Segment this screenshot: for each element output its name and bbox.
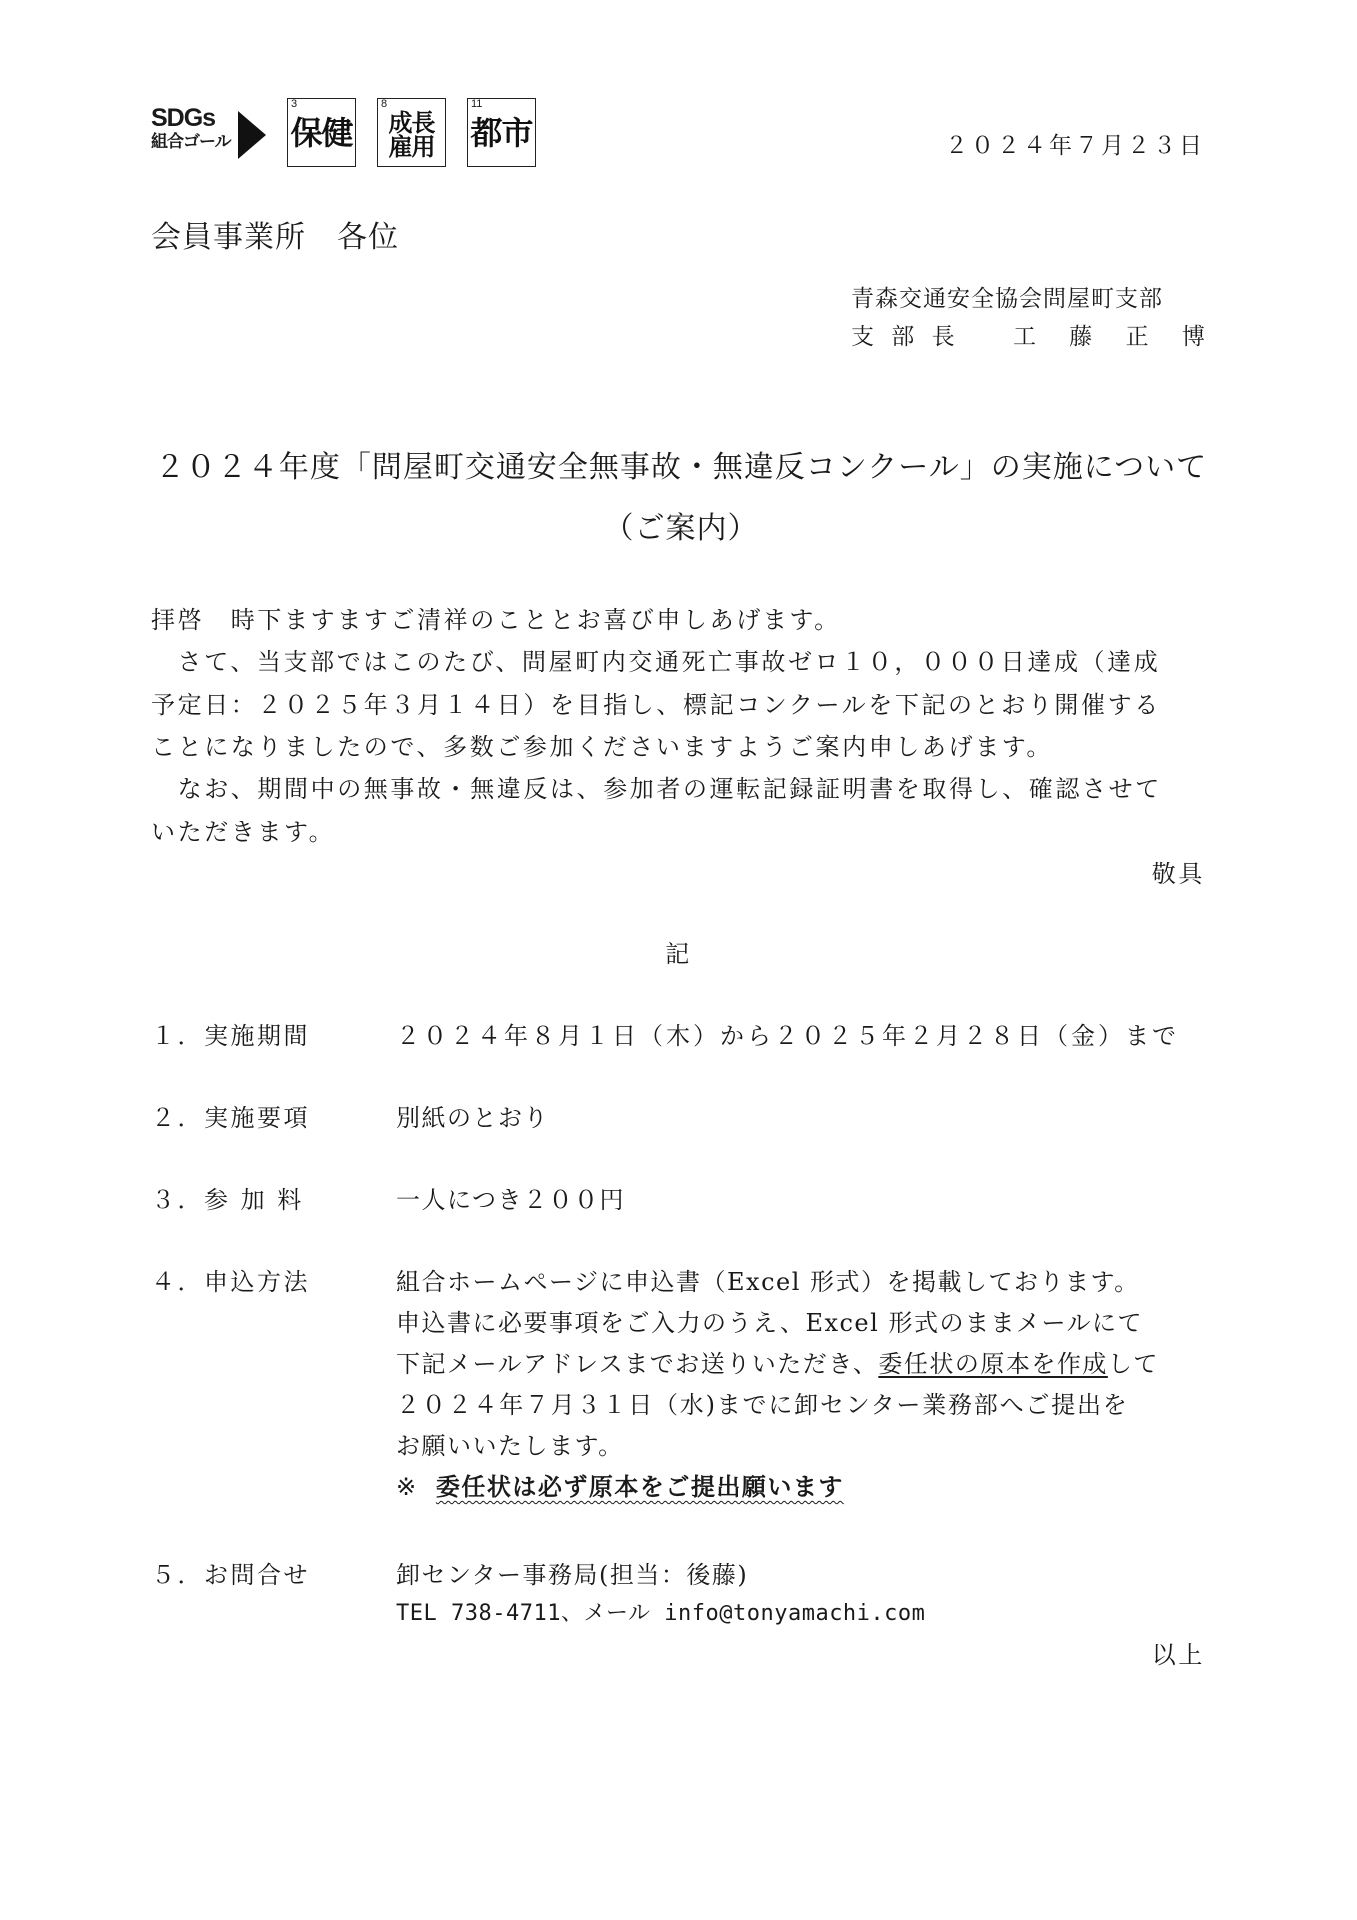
sdgs-goal-8: [377, 98, 446, 167]
sdgs-label: SDGs: [151, 104, 216, 132]
sdgs-sublabel: 組合ゴール: [151, 132, 231, 151]
contact-details: TEL 738-4711、メール info@tonyamachi.com: [396, 1601, 926, 1626]
body-line: いただきます。: [151, 818, 336, 846]
item-text-line: 組合ホームページに申込書（Excel 形式）を掲載しております。: [396, 1268, 1140, 1296]
closing-keigu: 敬具: [1151, 860, 1205, 888]
sender-organization: 青森交通安全協会問屋町支部: [851, 286, 1163, 312]
sdgs-arrow-icon: [238, 111, 266, 159]
sdgs-goal-3: [287, 98, 356, 167]
document-date: ２０２４年７月２３日: [945, 133, 1205, 159]
contact-office: 卸センター事務局(担当：後藤): [396, 1561, 749, 1589]
closing-ijou: 以上: [1151, 1641, 1205, 1669]
goal-label: 保健: [290, 115, 353, 151]
item-label-period: １．実施期間: [151, 1022, 310, 1050]
item-text-guidelines: 別紙のとおり: [396, 1104, 549, 1132]
note-line: [396, 1472, 844, 1501]
goal-number: 8: [381, 98, 388, 110]
item-label-application: ４．申込方法: [151, 1268, 310, 1296]
ki-heading: 記: [665, 940, 692, 968]
sender-title: 支 部 長: [851, 324, 960, 350]
goal-number: 3: [291, 98, 298, 110]
item-text-line: お願いいたします。: [396, 1432, 624, 1460]
item-label-guidelines: ２．実施要項: [151, 1104, 310, 1132]
item-text-line: ２０２４年７月３１日（水)までに卸センター業務部へご提出を: [396, 1391, 1129, 1419]
body-line: 予定日：２０２５年３月１４日）を目指し、標記コンクールを下記のとおり開催する: [151, 691, 1161, 719]
item-label-contact: ５．お問合せ: [151, 1561, 310, 1589]
note-mark: ※: [396, 1473, 418, 1501]
underlined-text: 委任状の原本を作成: [878, 1350, 1108, 1378]
note-text: 委任状は必ず原本をご提出願います: [435, 1472, 844, 1501]
item-text-fee: 一人につき２００円: [396, 1186, 626, 1214]
sdgs-logo-text: [151, 106, 231, 150]
body-line: ことになりましたので、多数ご参加くださいますようご案内申しあげます。: [151, 733, 1053, 761]
item-label-fee: ３．参 加 料: [151, 1186, 304, 1214]
recipient: 会員事業所 各位: [151, 220, 399, 255]
item-text-line: 申込書に必要事項をご入力のうえ、Excel 形式のままメールにて: [396, 1309, 1143, 1337]
text-segment: して: [1107, 1350, 1159, 1378]
item-text-line: [396, 1352, 1159, 1376]
goal-label: 都市: [470, 115, 533, 151]
body-line: なお、期間中の無事故・無違反は、参加者の運転記録証明書を取得し、確認させて: [151, 775, 1162, 803]
item-text-period: ２０２４年８月１日（木）から２０２５年２月２８日（金）まで: [396, 1022, 1179, 1050]
goal-label: 成長 雇用: [388, 110, 435, 161]
document-title: ２０２４年度「問屋町交通安全無事故・無違反コンクール」の実施について: [154, 450, 1208, 485]
body-line: 拝啓 時下ますますご清祥のこととお喜び申しあげます。: [151, 606, 841, 634]
body-line: さて、当支部ではこのたび、問屋町内交通死亡事故ゼロ１０，０００日達成（達成: [151, 648, 1161, 676]
goal-number: 11: [471, 98, 483, 110]
sdgs-goal-11: [467, 98, 536, 167]
document-subtitle: （ご案内）: [603, 511, 759, 546]
text-segment: 下記メールアドレスまでお送りいただき、: [396, 1350, 879, 1378]
sender-name: 工 藤 正 博: [1013, 324, 1218, 350]
